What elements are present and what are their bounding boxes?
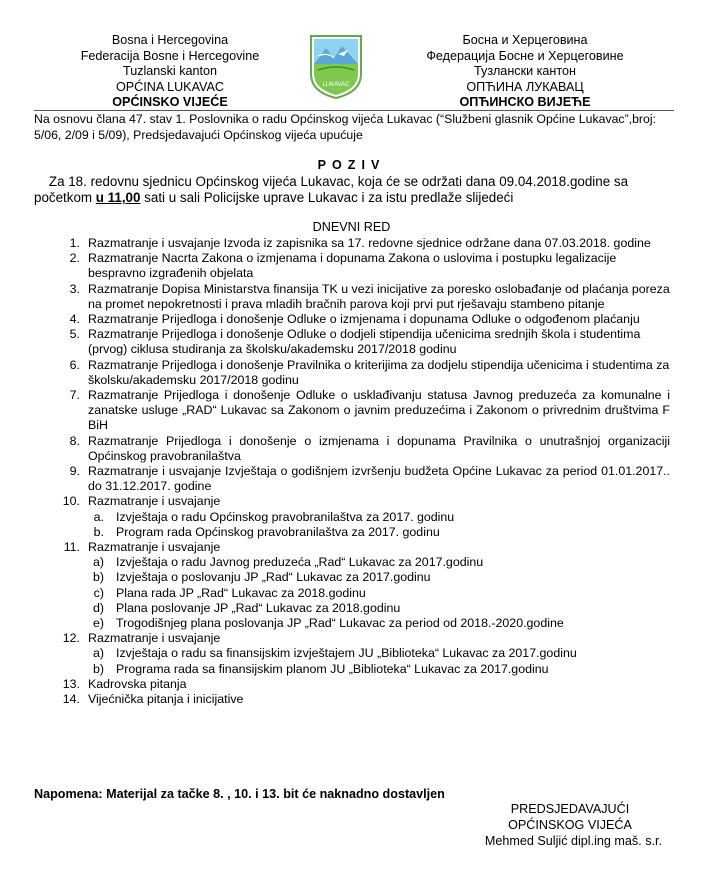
- agenda-item: [34, 540, 674, 555]
- agenda-subitem-letter: b): [92, 570, 104, 585]
- signature-block: [470, 801, 670, 849]
- agenda-subitem-text: Izvještaja o poslovanju JP „Rad“ Lukavac za 2017.godinu: [116, 570, 431, 585]
- intro-paragraph: Na osnovu člana 47. stav 1. Poslovnika o radu Općinskog vijeća Lukavac (“Službeni glasnik Općine Lukavac”,broj: 5/06, 2/09 i 5/09), Predsjedavajući Općinskog vijeća upućuje: [34, 112, 657, 142]
- header-left: [70, 33, 270, 111]
- agenda-subitem: [34, 570, 674, 585]
- agenda-item: [34, 358, 674, 388]
- header-left-line: Federacija Bosne i Hercegovine: [80, 48, 260, 63]
- note: Napomena: Materijal za tačke 8. , 10. i 13. bit će naknadno dostavljen: [34, 787, 445, 801]
- agenda-item: [34, 464, 674, 494]
- agenda-subitem-text: Program rada Općinskog pravobranilaštva za 2017. godinu: [116, 524, 440, 539]
- agenda-item-text: Razmatranje i usvajanje Izvještaja o godišnjem izvršenju budžeta Općine Lukavac za period 01.01.2017.. do 31.12.2017. godine: [88, 464, 670, 494]
- agenda-item-text: Razmatranje Prijedloga i donošenje Odluke o usklađivanju statusa Javnog preduzeća za komunalne i zanatske usluge „RAD“ Lukavac sa Zakonom o javnim preduzećima i Zakonom o privrednim društvima F BiH: [88, 388, 670, 433]
- header-left-line: OPĆINA LUKAVAC: [115, 79, 224, 94]
- agenda-item: [34, 434, 674, 464]
- agenda-subitem-letter: b): [92, 661, 104, 676]
- header-left-council: OPĆINSKO VIJEĆE: [112, 95, 228, 109]
- municipality-coat-of-arms-logo: [308, 34, 364, 100]
- header-right-council: ОПЋИНСКО ВИЈЕЋЕ: [459, 95, 591, 109]
- agenda-item: [34, 327, 674, 357]
- agenda-item-text: Razmatranje Prijedloga i donošenje Odluke o izmjenama i dopunama Odluke o odgođenom plaćanju: [88, 312, 640, 327]
- header-left-line: Bosna i Hercegovina: [111, 33, 229, 47]
- signature-name: Mehmed Suljić dipl.ing maš. s.r.: [484, 834, 662, 848]
- agenda-item-number: 5.: [69, 327, 80, 342]
- agenda-item-text: Razmatranje i usvajanje Izvoda iz zapisnika sa 17. redovne sjednice održane dana 07.03.2018. godine: [88, 236, 651, 250]
- agenda-item-number: 8.: [69, 433, 80, 448]
- agenda-item-number: 12.: [62, 631, 80, 646]
- agenda-subitem-letter: c): [93, 585, 104, 600]
- logo-text: LUKAVAC: [322, 82, 350, 88]
- agenda-item: [34, 494, 674, 509]
- agenda-item-text: Kadrovska pitanja: [88, 676, 187, 691]
- agenda-item: [34, 236, 674, 251]
- agenda-item-number: 11.: [63, 540, 80, 555]
- agenda-item-text: Razmatranje Prijedloga i donošenje o izmjenama i dopunama Pravilnika o unutrašnjoj organizaciji Općinskog pravobranilaštva: [88, 433, 670, 463]
- agenda-subitem-letter: a): [92, 555, 104, 570]
- header-right-line: Федерација Босне и Херцеговине: [426, 48, 624, 63]
- agenda-subitem-text: Izvještaja o radu Javnog preduzeća „Rad“ Lukavac za 2017.godinu: [116, 555, 484, 570]
- document-title: POZIV: [317, 158, 386, 172]
- lead-text-2: sati u sali Policijske uprave Lukavac i za istu predlaže slijedeći: [140, 190, 514, 205]
- agenda-subitem-text: Plana rada JP „Rad“ Lukavac za 2018.godinu: [116, 585, 366, 600]
- agenda-subitem-letter: b.: [93, 524, 104, 539]
- lead-paragraph: [34, 174, 674, 206]
- agenda-subitem: [34, 616, 674, 631]
- agenda-subitem: [34, 510, 674, 525]
- agenda-item-text: Razmatranje Nacrta Zakona o izmjenama i dopunama Zakona o uslovima i postupku legalizacije bespravno izgrađenih objelata: [88, 251, 617, 281]
- agenda-title: DNEVNI RED: [312, 220, 391, 234]
- agenda-subitem: [34, 586, 674, 601]
- agenda-item-text: Razmatranje i usvajanje: [88, 540, 221, 555]
- agenda-item-number: 9.: [69, 464, 80, 479]
- signature-role: OPĆINSKOG VIJEĆA: [508, 818, 632, 832]
- agenda-item: [34, 677, 674, 692]
- agenda-subitem-letter: a.: [93, 509, 104, 524]
- header-right-line: Босна и Херцеговина: [462, 33, 588, 47]
- agenda-subitem-text: Izvještaja o radu sa finansijskim izvještajem JU „Biblioteka“ Lukavac za 2017.godinu: [116, 646, 577, 661]
- agenda-item-text: Razmatranje i usvajanje: [88, 494, 221, 509]
- header-left-line: Tuzlanski kanton: [122, 64, 218, 78]
- agenda-subitem: [34, 525, 674, 540]
- agenda-item-number: 13.: [62, 676, 80, 691]
- agenda-item: [34, 282, 674, 312]
- agenda-subitem-text: Programa rada sa finansijskim planom JU „Biblioteka“ Lukavac za 2017.godinu: [116, 661, 549, 676]
- lead-text-1: Za 18. redovnu sjednicu Općinskog vijeća Lukavac, koja će se održati dana 09.04.2018.godine sa početkom: [34, 174, 629, 205]
- agenda-subitem: [34, 601, 674, 616]
- agenda-item-number: 7.: [69, 388, 80, 403]
- agenda-item: [34, 388, 674, 434]
- agenda-subitem-letter: e): [92, 616, 104, 631]
- agenda-item-text: Razmatranje i usvajanje: [88, 631, 221, 646]
- agenda-item: [34, 251, 674, 281]
- agenda-item-number: 6.: [69, 357, 80, 372]
- header-divider: [34, 110, 674, 111]
- agenda-item-text: Razmatranje Dopisa Ministarstva finansija TK u vezi inicijative za poresko oslobađanje od plaćanja poreza na promet nepokretnosti i prava mladih bračnih parova koji prvi put rješavaju stambeno pitanje: [88, 281, 670, 311]
- header-right-line: Тузлански кантон: [474, 64, 576, 78]
- agenda-subitem-letter: a): [92, 646, 104, 661]
- agenda-subitem: [34, 646, 674, 661]
- signature-role: PREDSJEDAVAJUĆI: [510, 802, 630, 816]
- agenda-subitem: [34, 555, 674, 570]
- agenda-item-number: 14.: [62, 692, 80, 707]
- agenda-subitem-text: Plana poslovanje JP „Rad“ Lukavac za 2018.godinu: [116, 600, 401, 615]
- agenda-subitem-text: Trogodišnjeg plana poslovanja JP „Rad“ Lukavac za period od 2018.-2020.godine: [116, 616, 564, 631]
- agenda-subitem-letter: d): [92, 600, 104, 615]
- agenda-item-number: 3.: [69, 281, 80, 296]
- agenda-item-number: 4.: [69, 312, 80, 327]
- lead-time: u 11,00: [95, 190, 141, 205]
- agenda-item: [34, 631, 674, 646]
- agenda-item-text: Razmatranje Prijedloga i donošenje Odluke o dodjeli stipendija učenicima srednjih škola i studentima (prvog) ciklusa studiranja za školsku/akademsku 2017/2018 godinu: [88, 327, 641, 357]
- agenda-list: [34, 236, 674, 707]
- agenda-item-number: 10.: [62, 494, 80, 509]
- header-right: [420, 33, 630, 111]
- agenda-subitem-text: Izvještaja o radu Općinskog pravobranilaštva za 2017. godinu: [116, 509, 455, 524]
- agenda-subitem: [34, 662, 674, 677]
- header-right-line: ОПЋИНА ЛУКАВАЦ: [466, 79, 584, 94]
- agenda-item: [34, 312, 674, 327]
- agenda-item-text: Razmatranje Prijedloga i donošenje Pravilnika o kriterijima za dodjelu stipendija učenicima i studentima za školsku/akademsku 2017/2018 godinu: [88, 357, 670, 387]
- agenda-item-text: Vijećnička pitanja i inicijative: [88, 692, 244, 707]
- agenda-item-number: 1.: [69, 236, 80, 250]
- agenda-item-number: 2.: [69, 251, 80, 266]
- agenda-item: [34, 692, 674, 707]
